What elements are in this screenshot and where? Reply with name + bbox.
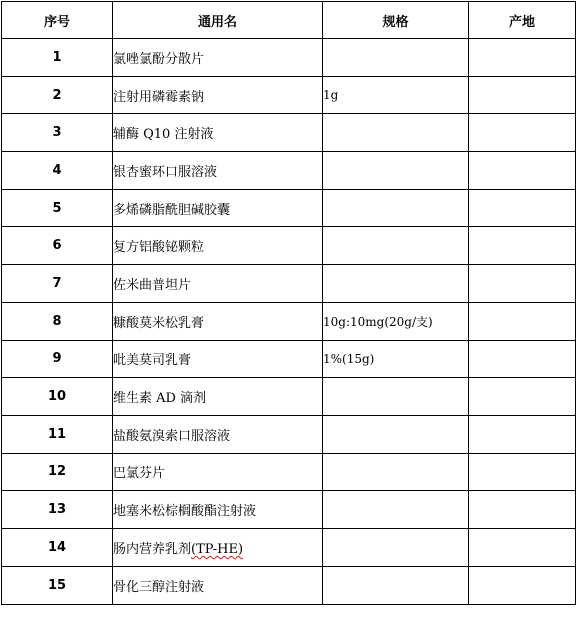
- drug-spec: [323, 378, 469, 416]
- table-header-row: [2, 2, 576, 39]
- header-specification: 规格: [323, 2, 469, 39]
- drug-name: 多烯磷脂酰胆碱胶囊: [113, 189, 323, 227]
- drug-origin: [469, 302, 576, 340]
- drug-name: 银杏蜜环口服溶液: [113, 152, 323, 190]
- table-row: [2, 415, 576, 453]
- drug-origin: [469, 415, 576, 453]
- table-row: [2, 528, 576, 566]
- drug-origin: [469, 189, 576, 227]
- drug-spec: 1%(15g): [323, 340, 469, 378]
- drug-origin: [469, 39, 576, 77]
- drug-spec: [323, 528, 469, 566]
- drug-spec: 1g: [323, 76, 469, 114]
- drug-origin: [469, 114, 576, 152]
- row-number: 1: [2, 39, 113, 77]
- row-number: 13: [2, 491, 113, 529]
- drug-origin: [469, 152, 576, 190]
- drug-origin: [469, 453, 576, 491]
- drug-origin: [469, 378, 576, 416]
- drug-name: 辅酶 Q10 注射液: [113, 114, 323, 152]
- drug-spec: [323, 114, 469, 152]
- row-number: 2: [2, 76, 113, 114]
- row-number: 3: [2, 114, 113, 152]
- drug-spec: [323, 415, 469, 453]
- header-generic-name: 通用名: [113, 2, 323, 39]
- table-row: [2, 566, 576, 604]
- table-row: [2, 302, 576, 340]
- row-number: 10: [2, 378, 113, 416]
- row-number: 8: [2, 302, 113, 340]
- drug-spec: [323, 265, 469, 303]
- header-origin: 产地: [469, 2, 576, 39]
- row-number: 4: [2, 152, 113, 190]
- row-number: 9: [2, 340, 113, 378]
- drug-name-suffix-spellcheck: (TP-HE): [191, 541, 244, 557]
- drug-name: 肠内营养乳剂: [113, 541, 192, 557]
- drug-name: 佐米曲普坦片: [113, 265, 323, 303]
- row-number: 7: [2, 265, 113, 303]
- row-number: 11: [2, 415, 113, 453]
- drug-name: 糠酸莫米松乳膏: [113, 302, 323, 340]
- drug-spec: [323, 566, 469, 604]
- drug-origin: [469, 76, 576, 114]
- drug-name: 维生素 AD 滴剂: [113, 378, 323, 416]
- drug-origin: [469, 265, 576, 303]
- drug-spec: [323, 189, 469, 227]
- table-row: [2, 76, 576, 114]
- drug-name: 复方铝酸铋颗粒: [113, 227, 323, 265]
- drug-spec: [323, 491, 469, 529]
- drug-name: 氯唑氯酚分散片: [113, 39, 323, 77]
- table-row: [2, 152, 576, 190]
- row-number: 5: [2, 189, 113, 227]
- drug-origin: [469, 491, 576, 529]
- header-serial-number: 序号: [2, 2, 113, 39]
- drug-origin: [469, 340, 576, 378]
- drug-name: 盐酸氨溴索口服溶液: [113, 415, 323, 453]
- table-row: [2, 491, 576, 529]
- drug-table: [1, 1, 576, 605]
- table-row: [2, 378, 576, 416]
- drug-name: 骨化三醇注射液: [113, 566, 323, 604]
- row-number: 14: [2, 528, 113, 566]
- drug-name-cell: [113, 528, 323, 566]
- drug-spec: [323, 453, 469, 491]
- drug-spec: 10g:10mg(20g/支): [323, 302, 469, 340]
- drug-origin: [469, 528, 576, 566]
- row-number: 12: [2, 453, 113, 491]
- drug-name: 地塞米松棕榈酸酯注射液: [113, 491, 323, 529]
- drug-name: 巴氯芬片: [113, 453, 323, 491]
- table-row: [2, 39, 576, 77]
- table-row: [2, 189, 576, 227]
- table-row: [2, 265, 576, 303]
- drug-spec: [323, 152, 469, 190]
- drug-name: 吡美莫司乳膏: [113, 340, 323, 378]
- row-number: 6: [2, 227, 113, 265]
- drug-spec: [323, 39, 469, 77]
- drug-name: 注射用磷霉素钠: [113, 76, 323, 114]
- drug-spec: [323, 227, 469, 265]
- table-row: [2, 114, 576, 152]
- drug-origin: [469, 227, 576, 265]
- table-row: [2, 453, 576, 491]
- drug-list-sheet: [1, 1, 576, 618]
- table-row: [2, 340, 576, 378]
- table-row: [2, 227, 576, 265]
- row-number: 15: [2, 566, 113, 604]
- drug-origin: [469, 566, 576, 604]
